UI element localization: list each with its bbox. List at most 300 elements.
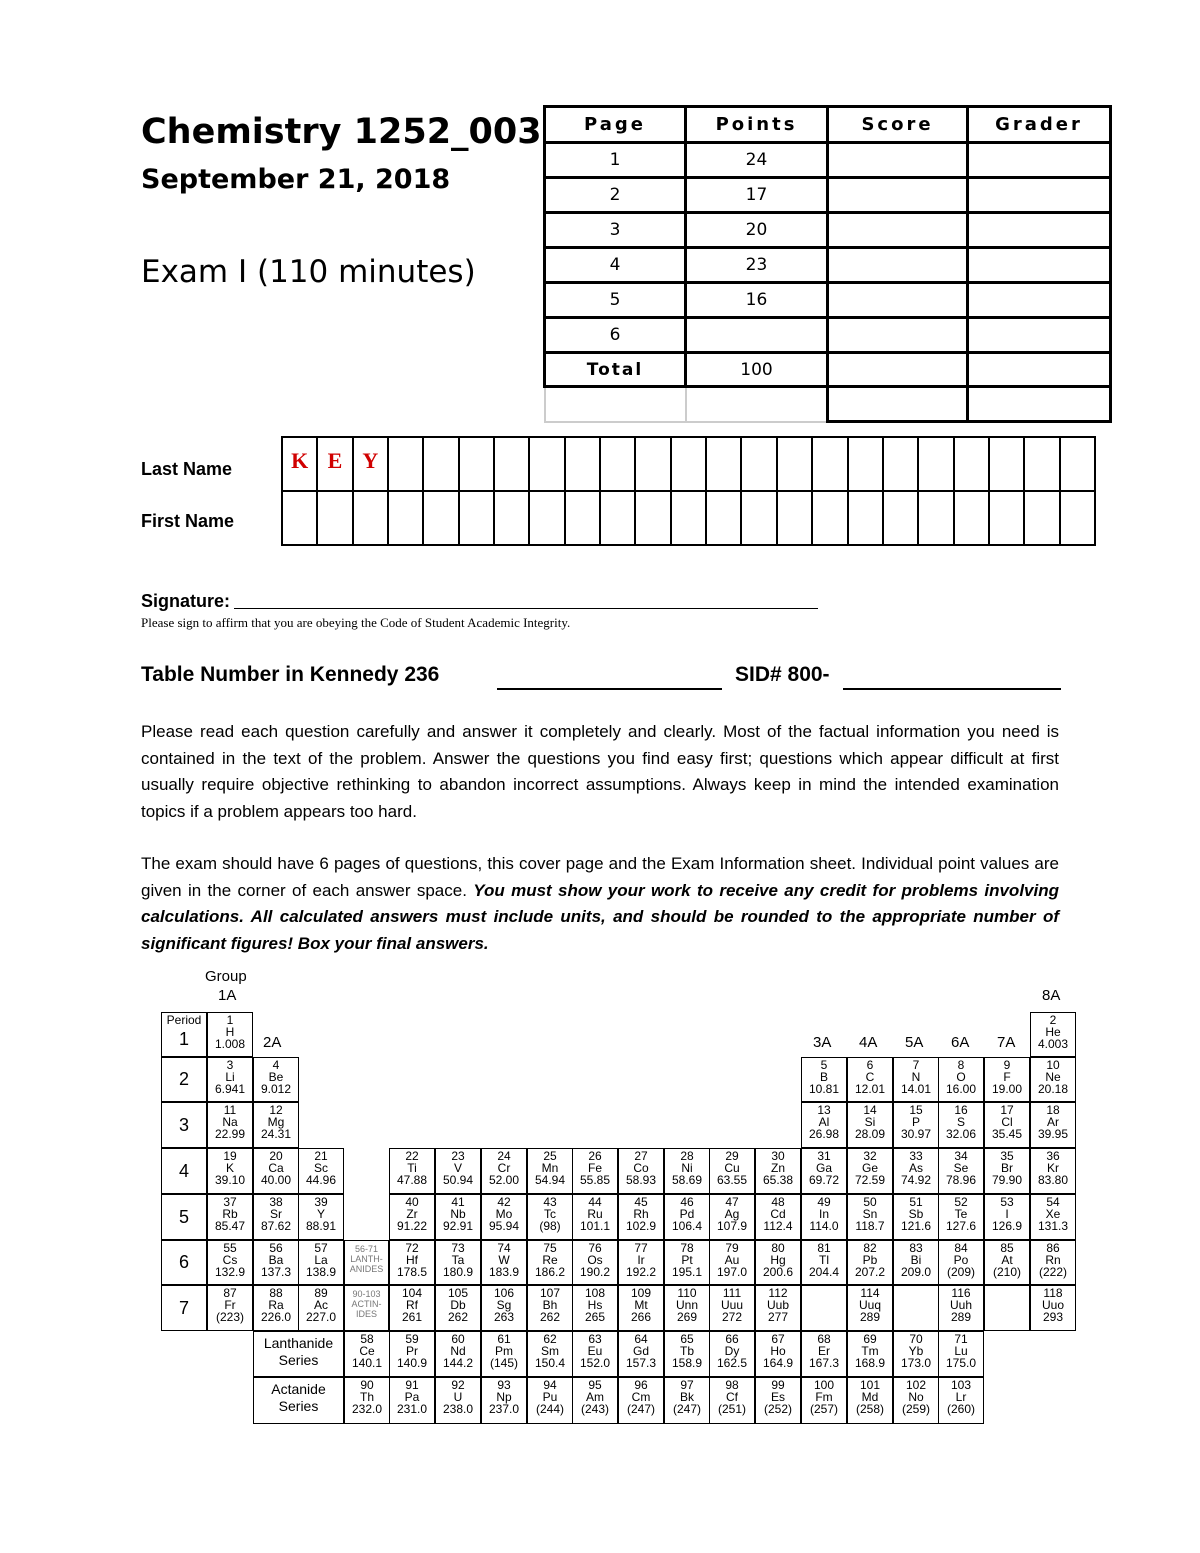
last-name-letter-box[interactable] <box>565 437 600 491</box>
atomic-mass: 92.91 <box>442 1219 474 1233</box>
element-symbol: Ru <box>587 1207 603 1221</box>
atomic-number: 106 <box>493 1286 515 1300</box>
last-name-letter-box[interactable] <box>423 437 458 491</box>
atomic-mass: 289 <box>859 1310 881 1324</box>
atomic-mass: 24.31 <box>260 1127 292 1141</box>
element-cell <box>572 1331 618 1377</box>
element-symbol: Ir <box>637 1253 645 1267</box>
atomic-number: 76 <box>588 1241 602 1255</box>
total-grader-cell[interactable] <box>968 353 1111 387</box>
atomic-mass: 63.55 <box>716 1173 748 1187</box>
actinide-series-label: Actanide Series <box>253 1377 344 1424</box>
element-symbol: Ra <box>268 1298 284 1312</box>
grader-cell[interactable] <box>968 178 1111 213</box>
score-cell[interactable] <box>828 178 968 213</box>
element-symbol: Lr <box>955 1390 967 1404</box>
atomic-mass: 164.9 <box>762 1356 794 1370</box>
element-cell <box>938 1102 984 1148</box>
atomic-number: 86 <box>1046 1241 1060 1255</box>
lanthanide-series-label: Lanthanide Series <box>253 1331 344 1377</box>
first-name-letter-box[interactable] <box>989 491 1024 545</box>
element-symbol: Ga <box>815 1161 832 1175</box>
element-cell <box>481 1240 527 1285</box>
last-name-letter-box[interactable] <box>883 437 918 491</box>
element-symbol: O <box>956 1070 966 1084</box>
atomic-mass: 138.9 <box>305 1265 337 1279</box>
atomic-number: 59 <box>405 1332 419 1346</box>
element-symbol: Fr <box>224 1298 236 1312</box>
element-symbol: No <box>908 1390 924 1404</box>
last-name-letter-box[interactable] <box>777 437 812 491</box>
element-cell <box>664 1331 710 1377</box>
first-name-row <box>282 491 1095 545</box>
element-cell <box>664 1377 710 1424</box>
atomic-number: 75 <box>543 1241 557 1255</box>
extra-cell <box>686 387 828 422</box>
element-cell <box>618 1148 664 1194</box>
grader-cell[interactable] <box>968 213 1111 248</box>
atomic-number: 41 <box>451 1195 465 1209</box>
atomic-mass: 175.0 <box>945 1356 977 1370</box>
atomic-number: 44 <box>588 1195 602 1209</box>
atomic-mass: 20.18 <box>1037 1082 1069 1096</box>
atomic-mass: 14.01 <box>900 1082 932 1096</box>
atomic-number: 93 <box>497 1378 511 1392</box>
instructions-plain: The exam should have 6 pages of questions, this cover page and the Exam Information sheet. Individual point values are given in the corner of each answer space. <box>141 854 1059 900</box>
exam-date: September 21, 2018 <box>141 164 451 195</box>
atomic-number: 33 <box>909 1149 923 1163</box>
total-score-cell[interactable] <box>828 353 968 387</box>
atomic-number: 68 <box>817 1332 831 1346</box>
atomic-number: 40 <box>405 1195 419 1209</box>
atomic-mass: 127.6 <box>945 1219 977 1233</box>
atomic-mass: 232.0 <box>351 1402 383 1416</box>
score-cell[interactable] <box>828 248 968 283</box>
element-cell <box>527 1331 573 1377</box>
atomic-mass: 22.99 <box>214 1127 246 1141</box>
atomic-mass: 168.9 <box>854 1356 886 1370</box>
element-symbol: Sb <box>908 1207 924 1221</box>
last-name-label: Last Name <box>141 459 233 479</box>
element-cell <box>984 1148 1030 1194</box>
atomic-number: 8 <box>957 1058 965 1072</box>
atomic-number: 83 <box>909 1241 923 1255</box>
element-symbol: Er <box>818 1344 830 1358</box>
score-row <box>545 318 1111 353</box>
atomic-mass: 180.9 <box>442 1265 474 1279</box>
atomic-mass: 55.85 <box>579 1173 611 1187</box>
element-symbol: Es <box>770 1390 785 1404</box>
last-name-letter-box[interactable] <box>529 437 564 491</box>
element-cell <box>664 1240 710 1285</box>
element-cell <box>572 1148 618 1194</box>
last-name-letter-box[interactable] <box>459 437 494 491</box>
atomic-number: 114 <box>860 1286 880 1300</box>
atomic-number: 25 <box>543 1149 557 1163</box>
atomic-number: 6 <box>866 1058 874 1072</box>
element-cell <box>938 1331 984 1377</box>
atomic-mass: 121.6 <box>900 1219 932 1233</box>
first-name-letter-box[interactable] <box>848 491 883 545</box>
atomic-number: 69 <box>863 1332 877 1346</box>
last-name-letter-box[interactable] <box>812 437 847 491</box>
atomic-number: 79 <box>725 1241 739 1255</box>
sid-label: SID# 800- <box>735 663 830 686</box>
atomic-mass: 266 <box>630 1310 652 1324</box>
score-cell[interactable] <box>828 283 968 318</box>
atomic-number: 5 <box>820 1058 828 1072</box>
element-symbol: W <box>498 1253 510 1267</box>
atomic-number: 88 <box>269 1286 283 1300</box>
atomic-mass: 209.0 <box>900 1265 932 1279</box>
element-cell <box>435 1240 481 1285</box>
atomic-mass: 50.94 <box>442 1173 474 1187</box>
atomic-mass: 186.2 <box>534 1265 566 1279</box>
element-cell <box>435 1331 481 1377</box>
points-cell: 20 <box>686 213 828 248</box>
element-symbol: Mt <box>634 1298 648 1312</box>
element-cell <box>801 1057 847 1102</box>
element-cell <box>572 1285 618 1331</box>
element-symbol: Sc <box>313 1161 328 1175</box>
atomic-mass: 39.95 <box>1037 1127 1069 1141</box>
element-cell <box>755 1331 801 1377</box>
element-symbol: Li <box>225 1070 235 1084</box>
score-cell[interactable] <box>828 143 968 178</box>
element-symbol: Se <box>953 1161 969 1175</box>
atomic-number: 82 <box>863 1241 877 1255</box>
first-name-letter-box[interactable] <box>883 491 918 545</box>
element-symbol: Yb <box>908 1344 924 1358</box>
element-symbol: Bi <box>910 1253 922 1267</box>
first-name-letter-box[interactable] <box>706 491 741 545</box>
atomic-mass: 1.008 <box>214 1037 246 1051</box>
element-symbol: B <box>819 1070 828 1084</box>
last-name-letter-box[interactable] <box>848 437 883 491</box>
element-symbol: Ar <box>1047 1115 1059 1129</box>
last-name-letter-box[interactable]: E <box>317 437 352 491</box>
element-cell <box>938 1057 984 1102</box>
first-name-letter-box[interactable] <box>565 491 600 545</box>
atomic-mass: 238.0 <box>442 1402 474 1416</box>
first-name-letter-box[interactable] <box>777 491 812 545</box>
element-cell <box>1030 1148 1076 1194</box>
atomic-mass: (247) <box>672 1402 701 1416</box>
element-symbol: Ce <box>359 1344 375 1358</box>
last-name-letter-box[interactable] <box>1024 437 1059 491</box>
atomic-number: 60 <box>451 1332 465 1346</box>
element-cell <box>207 1285 253 1331</box>
atomic-number: 35 <box>1000 1149 1014 1163</box>
element-cell <box>847 1240 893 1285</box>
last-name-letter-box[interactable]: K <box>282 437 317 491</box>
element-cell <box>618 1377 664 1424</box>
first-name-letter-box[interactable] <box>812 491 847 545</box>
atomic-mass: 158.9 <box>671 1356 703 1370</box>
points-cell: 24 <box>686 143 828 178</box>
element-symbol: Pm <box>495 1344 513 1358</box>
points-cell: 23 <box>686 248 828 283</box>
element-symbol: N <box>911 1070 921 1084</box>
grader-cell[interactable] <box>968 248 1111 283</box>
element-symbol: Ti <box>407 1161 417 1175</box>
atomic-mass: 9.012 <box>260 1082 292 1096</box>
element-cell <box>847 1102 893 1148</box>
atomic-number: 32 <box>863 1149 877 1163</box>
atomic-number: 85 <box>1000 1241 1014 1255</box>
atomic-number: 73 <box>451 1241 465 1255</box>
last-name-letter-box[interactable] <box>706 437 741 491</box>
element-cell <box>984 1285 1030 1331</box>
element-cell <box>893 1194 939 1240</box>
element-symbol: Uuq <box>858 1298 881 1312</box>
atomic-mass: (258) <box>855 1402 884 1416</box>
atomic-number: 104 <box>401 1286 423 1300</box>
atomic-number: 101 <box>859 1378 881 1392</box>
first-name-letter-box[interactable] <box>918 491 953 545</box>
element-symbol: Te <box>954 1207 968 1221</box>
atomic-number: 14 <box>863 1103 877 1117</box>
atomic-mass: 28.09 <box>854 1127 886 1141</box>
score-table-header <box>545 107 1111 143</box>
element-symbol: Cr <box>497 1161 511 1175</box>
element-cell <box>709 1377 755 1424</box>
element-cell <box>847 1285 893 1331</box>
element-cell <box>344 1331 390 1377</box>
period-cell-6: 6 <box>161 1240 207 1285</box>
page-cell: 4 <box>545 248 686 283</box>
atomic-mass: 150.4 <box>534 1356 566 1370</box>
element-cell <box>984 1240 1030 1285</box>
last-name-letter-box[interactable] <box>954 437 989 491</box>
table-number-line[interactable] <box>497 688 722 690</box>
atomic-mass: 190.2 <box>579 1265 611 1279</box>
element-cell <box>984 1102 1030 1148</box>
first-name-letter-box[interactable] <box>954 491 989 545</box>
score-extra-row <box>545 387 1111 422</box>
element-symbol: In <box>818 1207 829 1221</box>
atomic-number: 116 <box>951 1286 971 1300</box>
element-cell <box>527 1377 573 1424</box>
element-cell <box>709 1285 755 1331</box>
element-cell <box>938 1240 984 1285</box>
extra-score-cell[interactable] <box>828 387 968 422</box>
element-symbol: Y <box>316 1207 325 1221</box>
element-symbol: Ta <box>451 1253 465 1267</box>
last-name-letter-box[interactable] <box>388 437 423 491</box>
atomic-mass: (252) <box>763 1402 792 1416</box>
first-name-letter-box[interactable] <box>388 491 423 545</box>
last-name-letter-box[interactable] <box>671 437 706 491</box>
atomic-number: 45 <box>634 1195 648 1209</box>
atomic-number: 42 <box>497 1195 511 1209</box>
signature-line[interactable] <box>234 608 818 609</box>
atomic-mass: (244) <box>535 1402 564 1416</box>
atomic-number: 65 <box>680 1332 694 1346</box>
atomic-mass: 126.9 <box>991 1219 1023 1233</box>
element-symbol: Am <box>586 1390 604 1404</box>
grader-cell[interactable] <box>968 283 1111 318</box>
first-name-letter-box[interactable] <box>635 491 670 545</box>
element-symbol: Rb <box>222 1207 238 1221</box>
score-cell[interactable] <box>828 213 968 248</box>
atomic-mass: 30.97 <box>900 1127 932 1141</box>
atomic-mass: 12.01 <box>854 1082 886 1096</box>
first-name-letter-box[interactable] <box>741 491 776 545</box>
actinide-placeholder: 90-103 ACTIN-IDES <box>344 1285 389 1331</box>
atomic-number: 81 <box>817 1241 831 1255</box>
element-symbol: Mn <box>541 1161 559 1175</box>
last-name-letter-box[interactable] <box>494 437 529 491</box>
element-cell <box>207 1194 253 1240</box>
element-symbol: Tm <box>861 1344 879 1358</box>
first-name-letter-box[interactable] <box>529 491 564 545</box>
last-name-letter-box[interactable] <box>635 437 670 491</box>
atomic-mass: 173.0 <box>900 1356 932 1370</box>
element-symbol: Xe <box>1045 1207 1061 1221</box>
element-cell <box>893 1057 939 1102</box>
first-name-letter-box[interactable] <box>317 491 352 545</box>
element-cell <box>253 1240 299 1285</box>
atomic-mass: (210) <box>992 1265 1021 1279</box>
atomic-mass: 293 <box>1042 1310 1064 1324</box>
instructions-paragraph-2 <box>141 851 1059 957</box>
element-cell <box>435 1148 481 1194</box>
extra-grader-cell[interactable] <box>968 387 1111 422</box>
element-symbol: He <box>1045 1025 1061 1039</box>
atomic-mass: 4.003 <box>1037 1037 1069 1051</box>
element-symbol: P <box>911 1115 920 1129</box>
element-cell <box>1030 1102 1076 1148</box>
element-symbol: Hf <box>406 1253 418 1267</box>
atomic-number: 39 <box>314 1195 328 1209</box>
atomic-mass: 272 <box>721 1310 743 1324</box>
element-symbol: Tl <box>819 1253 829 1267</box>
sid-line[interactable] <box>843 688 1061 690</box>
atomic-number: 9 <box>1003 1058 1011 1072</box>
atomic-number: 111 <box>722 1286 742 1300</box>
grader-cell[interactable] <box>968 318 1111 353</box>
last-name-letter-box[interactable] <box>1060 437 1095 491</box>
atomic-mass: 207.2 <box>854 1265 886 1279</box>
element-cell <box>893 1377 939 1424</box>
element-cell <box>755 1377 801 1424</box>
element-symbol: Mo <box>495 1207 513 1221</box>
element-symbol: Al <box>818 1115 830 1129</box>
atomic-number: 95 <box>588 1378 602 1392</box>
first-name-letter-box[interactable] <box>282 491 317 545</box>
element-symbol: Eu <box>587 1344 603 1358</box>
element-cell <box>893 1240 939 1285</box>
group-header-7a: 7A <box>997 1034 1016 1051</box>
period-cell-3: 3 <box>161 1102 207 1148</box>
score-cell[interactable] <box>828 318 968 353</box>
atomic-number: 108 <box>584 1286 606 1300</box>
atomic-number: 84 <box>954 1241 968 1255</box>
element-symbol: Gd <box>632 1344 649 1358</box>
group-header-6a: 6A <box>951 1034 970 1051</box>
grader-cell[interactable] <box>968 143 1111 178</box>
atomic-mass: 19.00 <box>991 1082 1023 1096</box>
atomic-mass: 231.0 <box>396 1402 428 1416</box>
last-name-letter-box[interactable] <box>741 437 776 491</box>
last-name-letter-box[interactable] <box>918 437 953 491</box>
first-name-letter-box[interactable] <box>423 491 458 545</box>
element-symbol: Uuh <box>949 1298 972 1312</box>
element-symbol: Ac <box>313 1298 328 1312</box>
first-name-letter-box[interactable] <box>671 491 706 545</box>
element-symbol: Re <box>542 1253 558 1267</box>
element-symbol: Po <box>953 1253 969 1267</box>
first-name-letter-box[interactable] <box>353 491 388 545</box>
element-symbol: Fe <box>587 1161 602 1175</box>
last-name-letter-box[interactable]: Y <box>353 437 388 491</box>
atomic-number: 66 <box>725 1332 739 1346</box>
element-symbol: Rf <box>406 1298 418 1312</box>
element-cell <box>984 1194 1030 1240</box>
first-name-letter-box[interactable] <box>494 491 529 545</box>
element-symbol: Dy <box>724 1344 740 1358</box>
element-symbol: Ca <box>268 1161 284 1175</box>
element-cell <box>527 1285 573 1331</box>
element-cell <box>389 1148 435 1194</box>
element-symbol: Co <box>633 1161 649 1175</box>
atomic-mass: 54.94 <box>534 1173 566 1187</box>
first-name-label: First Name <box>141 511 235 531</box>
atomic-mass: 237.0 <box>488 1402 520 1416</box>
element-cell <box>664 1285 710 1331</box>
first-name-letter-box[interactable] <box>459 491 494 545</box>
element-cell <box>253 1194 299 1240</box>
atomic-number: 96 <box>634 1378 648 1392</box>
element-symbol: Uub <box>766 1298 789 1312</box>
element-cell <box>253 1285 299 1331</box>
atomic-number: 64 <box>634 1332 648 1346</box>
atomic-mass: (145) <box>489 1356 518 1370</box>
first-name-letter-box[interactable] <box>1060 491 1095 545</box>
total-label: Total <box>545 353 686 387</box>
element-cell <box>1030 1012 1076 1057</box>
atomic-mass: 227.0 <box>305 1310 337 1324</box>
first-name-letter-box[interactable] <box>1024 491 1059 545</box>
element-symbol: H <box>225 1025 235 1039</box>
element-symbol: Sm <box>541 1344 559 1358</box>
atomic-number: 37 <box>223 1195 237 1209</box>
last-name-letter-box[interactable] <box>600 437 635 491</box>
atomic-number: 19 <box>223 1149 237 1163</box>
last-name-letter-box[interactable] <box>989 437 1024 491</box>
element-symbol: Zr <box>406 1207 418 1221</box>
atomic-number: 3 <box>226 1058 234 1072</box>
atomic-mass: 262 <box>539 1310 561 1324</box>
atomic-number: 102 <box>905 1378 927 1392</box>
atomic-number: 110 <box>677 1286 697 1300</box>
header-grader: Grader <box>968 107 1111 143</box>
element-symbol: Cl <box>1001 1115 1013 1129</box>
element-cell <box>847 1194 893 1240</box>
first-name-letter-box[interactable] <box>600 491 635 545</box>
element-cell <box>481 1331 527 1377</box>
element-cell <box>801 1148 847 1194</box>
atomic-number: 109 <box>630 1286 652 1300</box>
atomic-number: 51 <box>909 1195 923 1209</box>
atomic-number: 67 <box>771 1332 785 1346</box>
element-symbol: V <box>453 1161 462 1175</box>
element-cell <box>755 1148 801 1194</box>
atomic-mass: 72.59 <box>854 1173 886 1187</box>
atomic-number: 87 <box>223 1286 237 1300</box>
atomic-number: 17 <box>1000 1103 1014 1117</box>
